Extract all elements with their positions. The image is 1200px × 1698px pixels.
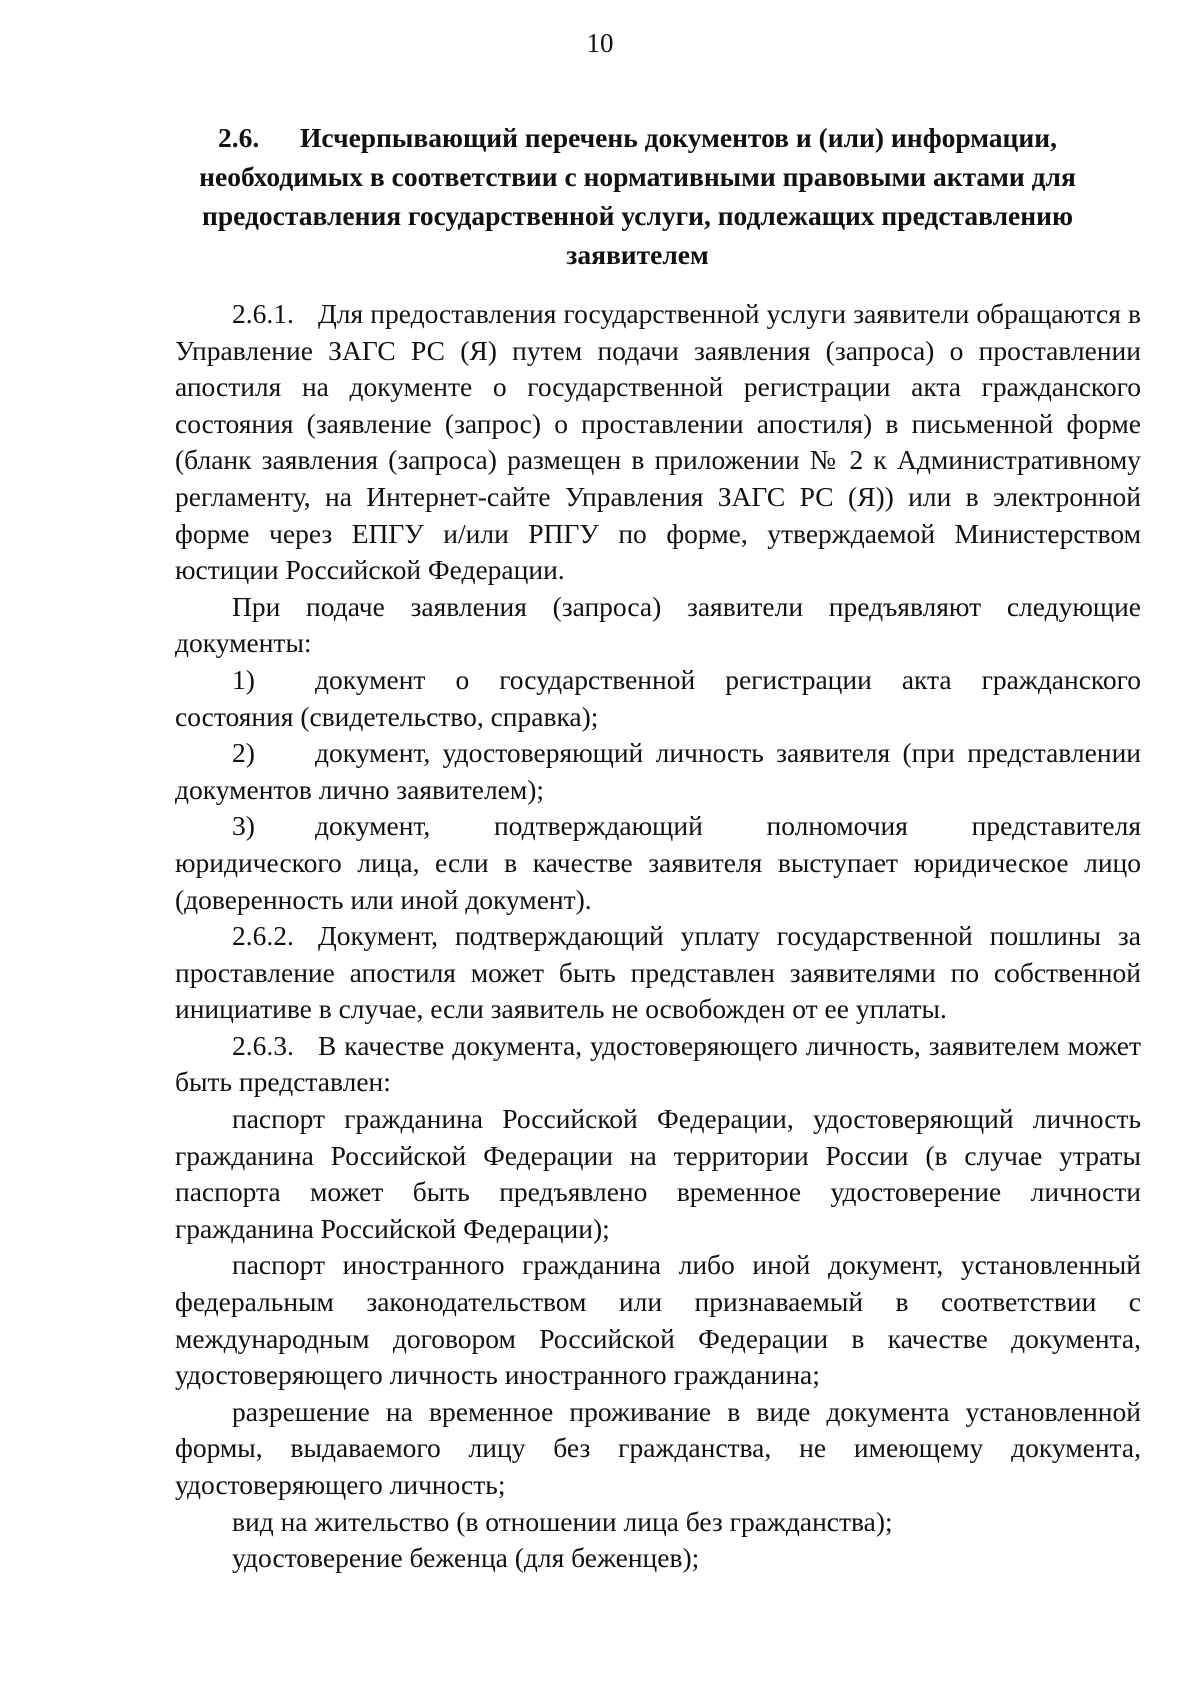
list-item-number: 2) bbox=[232, 737, 255, 769]
paragraph-text: Для предоставления государственной услуги заявители обращаются в Управление ЗАГС РС (Я) путем подачи заявления (запроса) о проставлении апостиля на документе о государственной регистрации акта гражданского состояния (заявление (запрос) о проставлении апостиля) в письменной форме (бланк заявления (запроса) размещен в приложении № 2 к Административному регламенту, на Интернет-сайте Управления ЗАГС РС (Я)) или в электронной форме через ЕПГУ и/или РПГУ по форме, утверждаемой Министерством юстиции Российской Федерации. bbox=[175, 298, 1141, 586]
paragraph-text: Документ, подтверждающий уплату государственной пошлины за проставление апостиля может быть представлен заявителями по собственной инициативе в случае, если заявитель не освобожден от ее уплаты. bbox=[175, 920, 1141, 1025]
identity-document-item: паспорт гражданина Российской Федерации, удостоверяющий личность гражданина Российской Федерации на территории России (в случае утраты паспорта может быть предъявлено временное удостоверение личности гражданина Российской Федерации); bbox=[175, 1103, 1141, 1244]
paragraph-2-6-3 bbox=[175, 1028, 1141, 1101]
list-item bbox=[175, 662, 1141, 735]
page-number: 10 bbox=[586, 28, 614, 58]
list-item bbox=[175, 808, 1141, 918]
paragraph-number: 2.6.2. bbox=[232, 920, 294, 952]
paragraph-2-6-2 bbox=[175, 918, 1141, 1028]
list-item-text: документ, удостоверяющий личность заявителя (при представлении документов лично заявителем); bbox=[175, 737, 1141, 805]
identity-document-item: разрешение на временное проживание в виде документа установленной формы, выдаваемого лицу без гражданства, не имеющему документа, удостоверяющего личность; bbox=[175, 1395, 1141, 1500]
list-item bbox=[175, 735, 1141, 808]
list-item-number: 1) bbox=[232, 663, 255, 695]
identity-document-item: вид на жительство (в отношении лица без гражданства); bbox=[232, 1505, 893, 1537]
section-number: 2.6. bbox=[218, 122, 260, 153]
paragraph-number: 2.6.3. bbox=[232, 1029, 294, 1061]
identity-document-item: паспорт иностранного гражданина либо иной документ, установленный федеральным законодательством или признаваемый в соответствии с международным договором Российской Федерации в качестве документа, удостоверяющего личность иностранного гражданина; bbox=[175, 1249, 1141, 1391]
identity-document-item: удостоверение беженца (для беженцев); bbox=[232, 1542, 700, 1574]
list-item-text: документ о государственной регистрации акта гражданского состояния (свидетельство, справка); bbox=[175, 663, 1141, 732]
section-title-text: Исчерпывающий перечень документов и (или) информации, необходимых в соответствии с нормативными правовыми актами для предоставления государственной услуги, подлежащих представлению заявителем bbox=[199, 122, 1076, 270]
paragraph-2-6-1 bbox=[175, 296, 1141, 589]
paragraph-documents-intro: При подаче заявления (запроса) заявители предъявляют следующие документы: bbox=[175, 590, 1141, 659]
section-title bbox=[175, 118, 1100, 274]
list-item-text: документ, подтверждающий полномочия представителя юридического лица, если в качестве заявителя выступает юридическое лицо (доверенность или иной документ). bbox=[175, 810, 1141, 915]
document-body bbox=[175, 296, 1141, 1577]
paragraph-text: В качестве документа, удостоверяющего личность, заявителем может быть представлен: bbox=[175, 1029, 1141, 1098]
list-item-number: 3) bbox=[232, 810, 255, 842]
paragraph-number: 2.6.1. bbox=[232, 298, 294, 329]
